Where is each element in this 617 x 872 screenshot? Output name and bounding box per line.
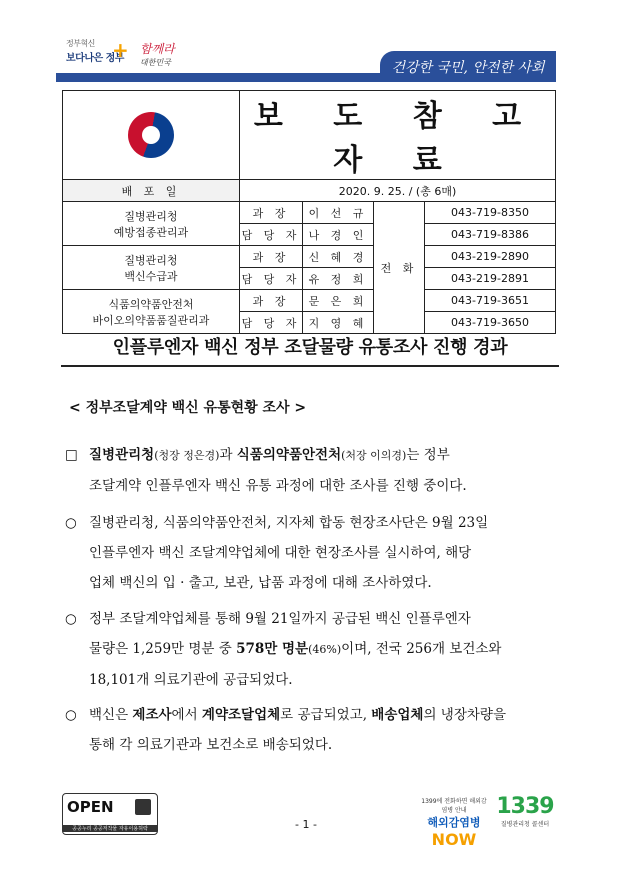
- government-innovation-logo: 정부혁신 보다나은 정부: [66, 39, 124, 64]
- document-title: 보 도 참 고 자 료: [240, 91, 556, 180]
- phone-cell: 043-719-3650: [425, 312, 556, 334]
- name-cell: 문 은 희: [303, 290, 374, 312]
- phone-cell: 043-719-8350: [425, 202, 556, 224]
- role-cell: 과 장: [240, 290, 303, 312]
- paragraph-3: ○ 정부 조달계약업체를 통해 9월 21일까지 공급된 백신 인플루엔자 물량은 1,259만 명분 중 578만 명분(46%)이며, 전국 256개 보건소와 18,101개 의료기관에 공급되었다.: [89, 604, 559, 695]
- dist-date-label: 배 포 일: [63, 180, 240, 202]
- license-type-icon: [135, 799, 151, 815]
- name-cell: 지 영 혜: [303, 312, 374, 334]
- paragraph-1: □ 질병관리청(청장 정은경)과 식품의약품안전처(처장 이의경)는 정부 조달계약 인플루엔자 백신 유통 과정에 대한 조사를 진행 중이다.: [89, 440, 559, 501]
- role-cell: 담 당 자: [240, 268, 303, 290]
- org-cell: 질병관리청 백신수급과: [63, 246, 240, 290]
- phone-cell: 043-719-3651: [425, 290, 556, 312]
- together-korea-logo: 함께라 대한민국: [140, 42, 175, 67]
- org-cell: 질병관리청 예방접종관리과: [63, 202, 240, 246]
- name-cell: 나 경 인: [303, 224, 374, 246]
- circle-bullet-icon: ○: [65, 707, 77, 723]
- dist-date-value: 2020. 9. 25. / (총 6매): [240, 180, 556, 202]
- headline: 인플루엔자 백신 정부 조달물량 유통조사 진행 경과: [61, 333, 559, 367]
- kdca-callcenter-logo: 1339 질병관리청 콜센터: [496, 794, 554, 828]
- square-bullet-icon: □: [65, 447, 78, 463]
- taegeuk-emblem-icon: [128, 112, 174, 158]
- name-cell: 신 혜 경: [303, 246, 374, 268]
- paragraph-4: ○ 백신은 제조사에서 계약조달업체로 공급되었고, 배송업체의 냉장차량을 통해 각 의료기관과 보건소로 배송되었다.: [89, 700, 559, 760]
- government-emblem-cell: [63, 91, 240, 180]
- name-cell: 유 정 희: [303, 268, 374, 290]
- role-cell: 담 당 자: [240, 224, 303, 246]
- paragraph-2: ○ 질병관리청, 식품의약품안전처, 지자체 합동 현장조사단은 9월 23일 인플루엔자 백신 조달계약업체에 대한 현장조사를 실시하여, 해당 업체 백신의 입 · 출고, 보관, 납품 과정에 대해 조사하였다.: [89, 508, 559, 598]
- plus-icon: +: [112, 38, 129, 62]
- role-cell: 과 장: [240, 246, 303, 268]
- overseas-infection-now-logo: 1399에 전화하면 해외감염병 안내 해외감염병 NOW: [421, 798, 487, 849]
- circle-bullet-icon: ○: [65, 611, 77, 627]
- phone-cell: 043-219-2891: [425, 268, 556, 290]
- subheading: < 정부조달계약 백신 유통현황 조사 >: [69, 400, 307, 416]
- name-cell: 이 선 규: [303, 202, 374, 224]
- phone-label: 전 화: [374, 202, 425, 334]
- org-cell: 식품의약품안전처 바이오의약품품질관리과: [63, 290, 240, 334]
- phone-cell: 043-719-8386: [425, 224, 556, 246]
- kogl-open-license-logo: OPEN 공공누리 공공저작물 자유이용허락: [62, 793, 158, 835]
- press-info-table: [62, 90, 556, 334]
- role-cell: 과 장: [240, 202, 303, 224]
- role-cell: 담 당 자: [240, 312, 303, 334]
- phone-cell: 043-219-2890: [425, 246, 556, 268]
- header-slogan: 건강한 국민, 안전한 사회: [380, 51, 556, 82]
- circle-bullet-icon: ○: [65, 515, 77, 531]
- page-number: - 1 -: [295, 818, 317, 831]
